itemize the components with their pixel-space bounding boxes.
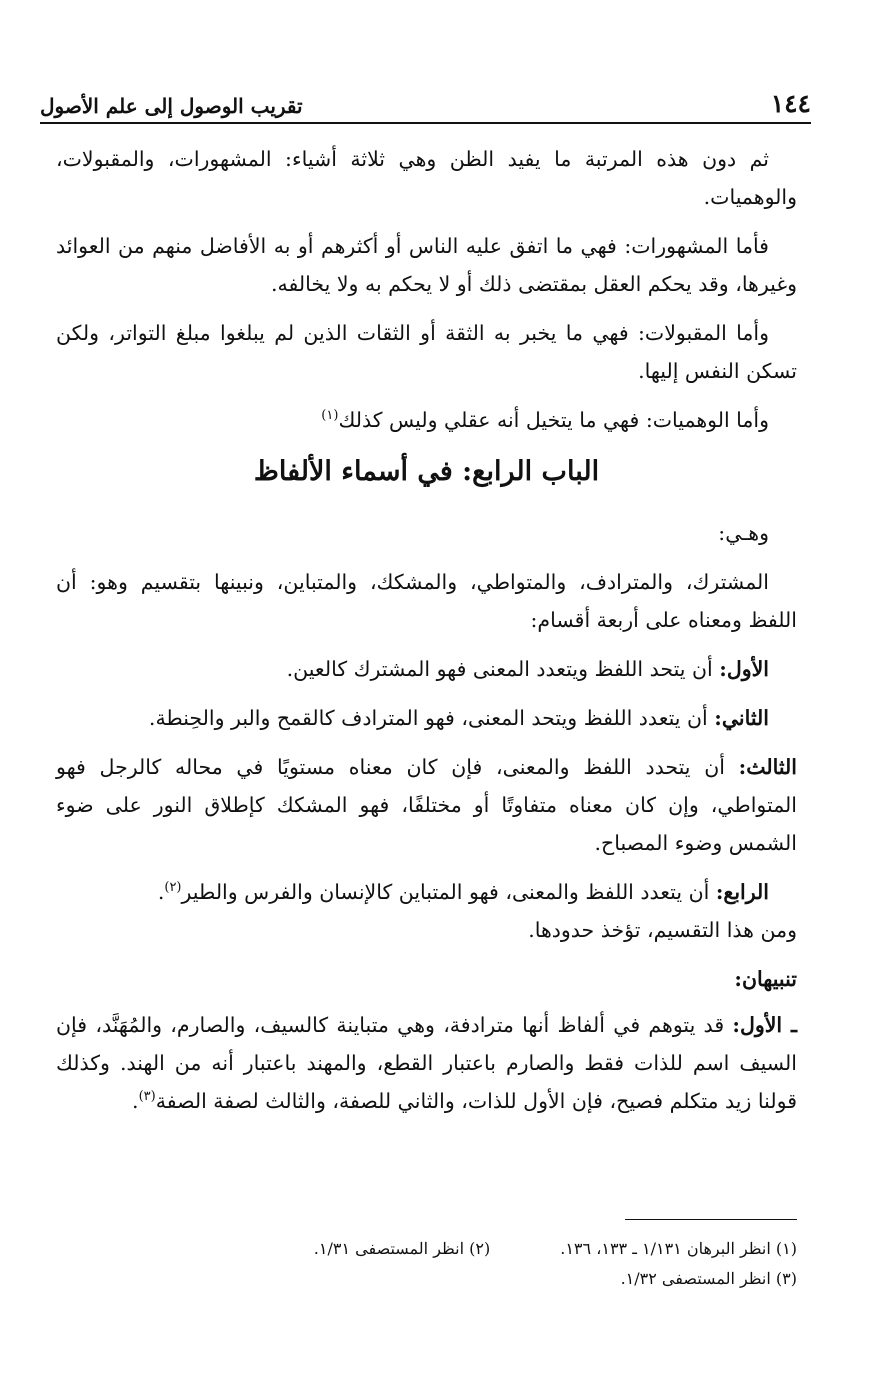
paragraph-list-terms: المشترك، والمترادف، والمتواطي، والمشكك، والمتباين، ونبينها بتقسيم وهو: أن اللفظ ومعناه على أربعة أقسام: xyxy=(56,570,797,632)
paragraph-intro: ثم دون هذه المرتبة ما يفيد الظن وهي ثلاثة أشياء: المشهورات، والمقبولات، والوهميات. xyxy=(56,147,797,209)
paragraph-definitions: ومن هذا التقسيم، تؤخذ حدودها. xyxy=(528,918,797,942)
chapter-title: الباب الرابع: في أسماء الألفاظ xyxy=(253,456,600,487)
footnote-row-1 xyxy=(56,1234,797,1264)
footnote-2: (٢) انظر المستصفى ١/٣١. xyxy=(313,1239,491,1258)
division-third xyxy=(56,748,797,862)
running-title: تقريب الوصول إلى علم الأصول xyxy=(40,94,303,118)
footnote-1: (١) انظر البرهان ١/١٣١ ـ ١٣٣، ١٣٦. xyxy=(560,1239,797,1258)
division-second-term: الثاني: xyxy=(714,706,769,730)
division-first-text: أن يتحد اللفظ ويتعدد المعنى فهو المشترك كالعين. xyxy=(286,657,720,681)
note-first-term: ـ الأول: xyxy=(732,1013,797,1037)
note-first xyxy=(56,1006,797,1120)
paragraph-maqbulat: وأما المقبولات: فهي ما يخبر به الثقة أو الثقات الذين لم يبلغوا مبلغ التواتر، ولكن تسكن النفس إليها. xyxy=(56,321,797,383)
paragraph-wahmiyyat xyxy=(56,401,797,439)
footnote-3: (٣) انظر المستصفى ١/٣٢. xyxy=(620,1269,797,1288)
footnote-ref-1: (١) xyxy=(321,408,339,424)
division-second-text: أن يتعدد اللفظ ويتحد المعنى، فهو المترادف كالقمح والبر والحِنطة. xyxy=(148,706,715,730)
division-second xyxy=(56,699,797,737)
division-first-term: الأول: xyxy=(719,657,769,681)
division-first xyxy=(56,650,797,688)
division-fourth-tail: . xyxy=(157,880,165,904)
division-fourth-text: أن يتعدد اللفظ والمعنى، فهو المتباين كالإنسان والفرس والطير xyxy=(181,880,716,904)
page-number: ١٤٤ xyxy=(770,89,811,118)
footnotes xyxy=(56,1234,797,1294)
footnote-divider xyxy=(625,1219,797,1220)
division-third-text: أن يتحدد اللفظ والمعنى، فإن كان معناه مستويًا في محاله كالرجل فهو المتواطي، وإن كان معناه متفاوتًا أو مختلفًا، فهو المشكك كإطلاق النور على ضوء الشمس وضوء المصباح. xyxy=(56,755,797,855)
note-first-tail: . xyxy=(132,1089,139,1113)
main-text xyxy=(56,140,797,1131)
notes-heading: تنبيهان: xyxy=(734,967,797,991)
division-third-term: الثالث: xyxy=(738,755,797,779)
note-first-text: قد يتوهم في ألفاظ أنها مترادفة، وهي متباينة كالسيف، والصارم، والمُهَنَّد، فإن السيف اسم للذات فقط والصارم باعتبار القطع، والمهند باعتبار أنه من الهند. وكذلك قولنا زيد متكلم فصيح، فإن الأول للذات، والثاني للصفة، والثالث لصفة الصفة xyxy=(56,1013,797,1113)
paragraph-mashhurat: فأما المشهورات: فهي ما اتفق عليه الناس أو أكثرهم أو به الأفاضل منهم من العوائد وغيرها، وقد يحكم العقل بمقتضى ذلك أو لا يحكم به ولا يخالفه. xyxy=(56,234,797,296)
division-fourth-term: الرابع: xyxy=(715,880,769,904)
footnote-ref-3: (٣) xyxy=(138,1089,156,1105)
footnote-ref-2: (٢) xyxy=(164,880,182,896)
page-header xyxy=(40,86,811,124)
division-fourth xyxy=(56,873,797,949)
wahmiyyat-text: وأما الوهميات: فهي ما يتخيل أنه عقلي وليس كذلك xyxy=(338,408,769,432)
paragraph-wa-hiya: وهـي: xyxy=(718,521,769,545)
